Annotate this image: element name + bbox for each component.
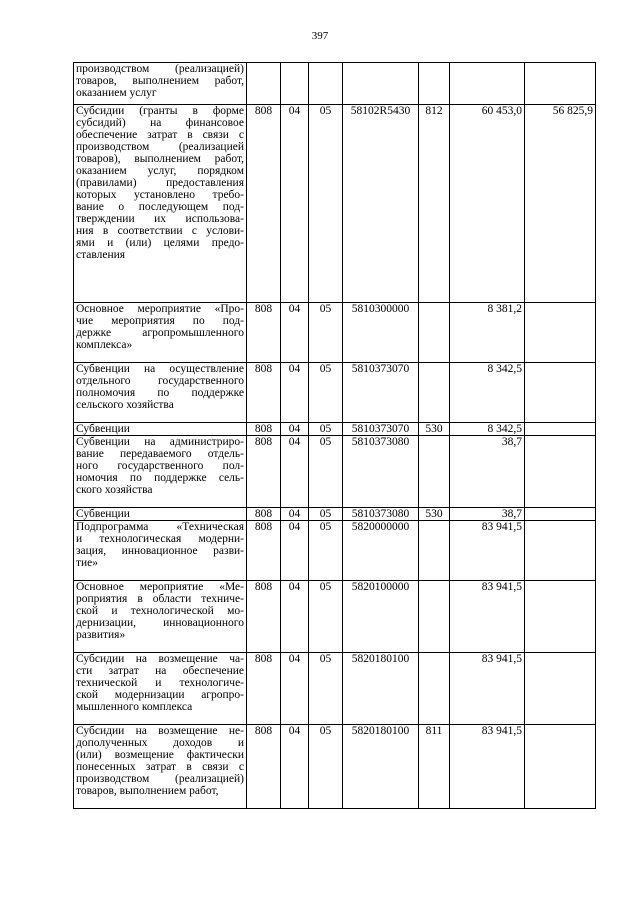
rz-cell: 04: [281, 508, 309, 521]
name-line: Субсидии на возмещение ча-: [76, 653, 244, 665]
table-body: [74, 63, 596, 809]
table-row: [74, 521, 596, 581]
name-line: отдельного государственного: [76, 375, 244, 387]
name-line: Основное мероприятие «Про-: [76, 303, 244, 315]
name-line: понесенных затрат в связи с: [76, 761, 244, 773]
grbs-cell: 808: [247, 363, 281, 423]
name-line: вание о последующем под-: [76, 201, 244, 213]
grbs-cell: 808: [247, 521, 281, 581]
grbs-cell: [247, 63, 281, 105]
table-row: [74, 63, 596, 105]
name-line: мышленного комплекса: [76, 701, 193, 713]
csr-cell: 5810373070: [343, 423, 419, 436]
csr-cell: [343, 63, 419, 105]
grbs-cell: 808: [247, 508, 281, 521]
amount-cell: 8 342,5: [450, 423, 525, 436]
amount-cell: [450, 63, 525, 105]
pr-cell: 05: [309, 363, 343, 423]
csr-cell: 5820180100: [343, 653, 419, 725]
vr-cell: [419, 653, 450, 725]
name-line: производством (реализацией: [76, 141, 244, 153]
table-row: [74, 725, 596, 809]
name-line: зация, инновационное разви-: [76, 545, 244, 557]
vr-cell: [419, 581, 450, 653]
vr-cell: [419, 63, 450, 105]
row-name-cell: [74, 436, 247, 508]
grbs-cell: 808: [247, 653, 281, 725]
vr-cell: [419, 436, 450, 508]
csr-cell: 5820000000: [343, 521, 419, 581]
row-name-cell: [74, 521, 247, 581]
name-line: Субвенции на осуществление: [76, 363, 244, 375]
csr-cell: 5820180100: [343, 725, 419, 809]
name-line: Субвенции: [76, 423, 130, 435]
name-line: Субвенции на администриро-: [76, 436, 244, 448]
pr-cell: 05: [309, 581, 343, 653]
row-name-cell: [74, 105, 247, 303]
pr-cell: 05: [309, 725, 343, 809]
amount-cell: 38,7: [450, 436, 525, 508]
page-number: 397: [311, 30, 329, 42]
table-row: [74, 653, 596, 725]
name-line: развития»: [76, 629, 126, 641]
name-line: сти затрат на обеспечение: [76, 665, 244, 677]
table-row: [74, 508, 596, 521]
rz-cell: 04: [281, 436, 309, 508]
rz-cell: 04: [281, 105, 309, 303]
amount-cell: 60 453,0: [450, 105, 525, 303]
csr-cell: 5810373080: [343, 508, 419, 521]
vr-cell: 812: [419, 105, 450, 303]
csr-cell: 5810373070: [343, 363, 419, 423]
rz-cell: [281, 63, 309, 105]
name-line: роприятия в области техниче-: [76, 593, 244, 605]
name-line: ния в соответствии с услови-: [76, 225, 244, 237]
name-line: технической и технологиче-: [76, 677, 244, 689]
row-name-cell: [74, 363, 247, 423]
grbs-cell: 808: [247, 581, 281, 653]
row-name-cell: [74, 725, 247, 809]
vr-cell: [419, 303, 450, 363]
name-line: Субсидии на возмещение не-: [76, 725, 244, 737]
name-line: чие мероприятия по под-: [76, 315, 244, 327]
rz-cell: 04: [281, 363, 309, 423]
name-line: сельского хозяйства: [76, 399, 174, 411]
amount-cell: 38,7: [450, 508, 525, 521]
pr-cell: 05: [309, 436, 343, 508]
table-row: [74, 581, 596, 653]
vr-cell: 811: [419, 725, 450, 809]
grbs-cell: 808: [247, 423, 281, 436]
name-line: (или) возмещение фактически: [76, 749, 244, 761]
name-line: ской модернизации агропро-: [76, 689, 244, 701]
name-line: Основное мероприятие «Ме-: [76, 581, 244, 593]
name-line: ями и (или) целями предо-: [76, 237, 244, 249]
rz-cell: 04: [281, 423, 309, 436]
rz-cell: 04: [281, 581, 309, 653]
amount-cell: 8 381,2: [450, 303, 525, 363]
name-line: субсидий) на финансовое: [76, 117, 244, 129]
amount-alt-cell: [525, 581, 596, 653]
amount-alt-cell: [525, 63, 596, 105]
name-line: производством (реализацией): [76, 63, 244, 75]
table-row: [74, 105, 596, 303]
pr-cell: 05: [309, 105, 343, 303]
amount-alt-cell: [525, 423, 596, 436]
name-line: дополученных доходов и: [76, 737, 244, 749]
name-line: обеспечение затрат в связи с: [76, 129, 244, 141]
vr-cell: [419, 363, 450, 423]
amount-cell: 83 941,5: [450, 653, 525, 725]
name-line: номочия по поддержке сель-: [76, 472, 244, 484]
name-line: ного государственного пол-: [76, 460, 244, 472]
name-line: тие»: [76, 557, 99, 569]
name-line: дернизации, инновационного: [76, 617, 244, 629]
amount-alt-cell: 56 825,9: [525, 105, 596, 303]
name-line: ставления: [76, 249, 126, 261]
rz-cell: 04: [281, 521, 309, 581]
pr-cell: 05: [309, 521, 343, 581]
vr-cell: 530: [419, 423, 450, 436]
rz-cell: 04: [281, 303, 309, 363]
table-row: [74, 363, 596, 423]
name-line: товаров, выполнением работ,: [76, 75, 244, 87]
amount-alt-cell: [525, 363, 596, 423]
budget-table: [73, 62, 596, 809]
rz-cell: 04: [281, 653, 309, 725]
name-line: ской и технологической мо-: [76, 605, 244, 617]
name-line: оказанием услуг: [76, 87, 157, 99]
amount-cell: 8 342,5: [450, 363, 525, 423]
grbs-cell: 808: [247, 436, 281, 508]
csr-cell: 5810373080: [343, 436, 419, 508]
name-line: тверждении их использова-: [76, 213, 244, 225]
row-name-cell: [74, 63, 247, 105]
grbs-cell: 808: [247, 105, 281, 303]
name-line: Подпрограмма «Техническая: [76, 521, 244, 533]
name-line: оказанием услуг, порядком: [76, 165, 244, 177]
name-line: товаров), выполнением работ,: [76, 153, 244, 165]
vr-cell: [419, 521, 450, 581]
name-line: производством (реализацией): [76, 773, 244, 785]
name-line: ского хозяйства: [76, 484, 153, 496]
name-line: вание передаваемого отдель-: [76, 448, 244, 460]
amount-cell: 83 941,5: [450, 521, 525, 581]
pr-cell: 05: [309, 423, 343, 436]
csr-cell: 5820100000: [343, 581, 419, 653]
name-line: держке агропромышленного: [76, 327, 244, 339]
row-name-cell: [74, 581, 247, 653]
amount-alt-cell: [525, 303, 596, 363]
row-name-cell: [74, 508, 247, 521]
grbs-cell: 808: [247, 725, 281, 809]
pr-cell: [309, 63, 343, 105]
amount-cell: 83 941,5: [450, 725, 525, 809]
pr-cell: 05: [309, 303, 343, 363]
name-line: (правилами) предоставления: [76, 177, 244, 189]
amount-alt-cell: [525, 521, 596, 581]
rz-cell: 04: [281, 725, 309, 809]
amount-alt-cell: [525, 653, 596, 725]
table-row: [74, 423, 596, 436]
csr-cell: 58102R5430: [343, 105, 419, 303]
csr-cell: 5810300000: [343, 303, 419, 363]
amount-alt-cell: [525, 508, 596, 521]
row-name-cell: [74, 653, 247, 725]
name-line: и технологическая модерни-: [76, 533, 244, 545]
amount-alt-cell: [525, 725, 596, 809]
vr-cell: 530: [419, 508, 450, 521]
table-row: [74, 303, 596, 363]
name-line: которых установлено требо-: [76, 189, 244, 201]
name-line: Субвенции: [76, 508, 130, 520]
name-line: товаров, выполнением работ,: [76, 785, 219, 797]
row-name-cell: [74, 303, 247, 363]
table-row: [74, 436, 596, 508]
name-line: комплекса»: [76, 339, 133, 351]
pr-cell: 05: [309, 653, 343, 725]
grbs-cell: 808: [247, 303, 281, 363]
name-line: Субсидии (гранты в форме: [76, 105, 244, 117]
pr-cell: 05: [309, 508, 343, 521]
name-line: полномочия по поддержке: [76, 387, 244, 399]
row-name-cell: [74, 423, 247, 436]
amount-alt-cell: [525, 436, 596, 508]
amount-cell: 83 941,5: [450, 581, 525, 653]
